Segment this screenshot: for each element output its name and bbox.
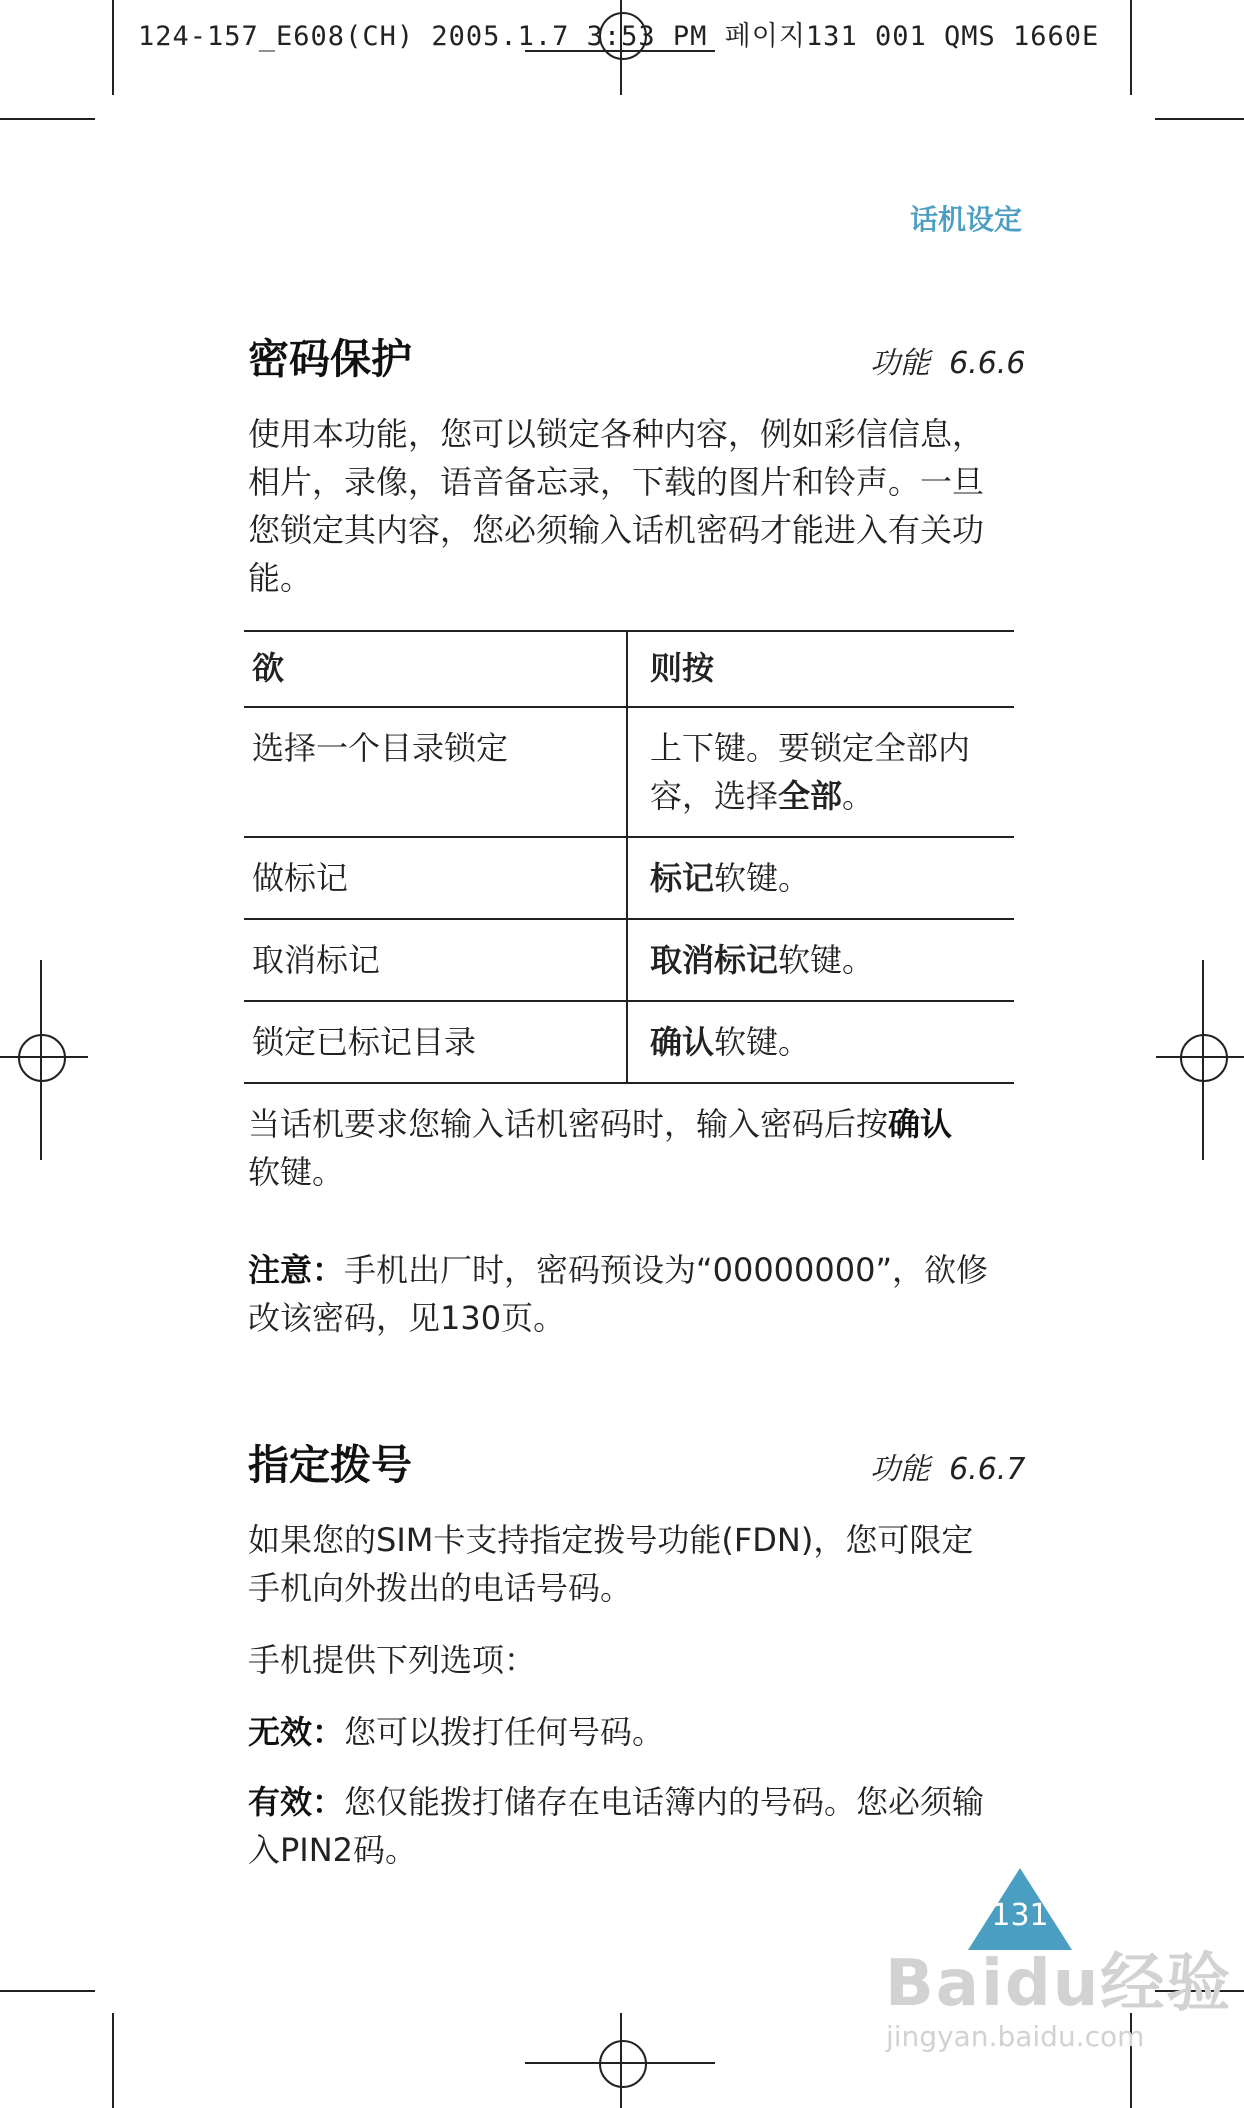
crop-mark bbox=[1155, 118, 1244, 120]
table-cell-press: 取消标记软键。 bbox=[627, 919, 1014, 1001]
intro-paragraph: 使用本功能，您可以锁定各种内容，例如彩信信息，相片，录像，语音备忘录，下载的图片和铃声。一旦您锁定其内容，您必须输入话机密码才能进入有关功能。 bbox=[248, 415, 985, 597]
function-label: 功能 bbox=[870, 1452, 930, 1487]
section-tag: 话机设定 bbox=[910, 203, 1023, 236]
table-header-row bbox=[244, 631, 1014, 707]
table-cell-press: 确认软键。 bbox=[627, 1001, 1014, 1083]
options-table bbox=[244, 630, 1014, 1084]
crop-mark bbox=[0, 118, 95, 120]
function-code: 6.6.6 bbox=[949, 346, 1026, 381]
registration-mark bbox=[1180, 1034, 1228, 1082]
options-intro: 手机提供下列选项： bbox=[248, 1641, 537, 1679]
password-instruction: 当话机要求您输入话机密码时，输入密码后按确认软键。 bbox=[248, 1105, 953, 1191]
watermark-url: jingyan.baidu.com bbox=[886, 2020, 1145, 2053]
table-cell-want: 做标记 bbox=[244, 837, 627, 919]
column-header-want: 欲 bbox=[244, 631, 627, 707]
function-label: 功能 bbox=[870, 346, 930, 381]
table-cell-want: 锁定已标记目录 bbox=[244, 1001, 627, 1083]
note-paragraph: 注意：手机出厂时，密码预设为“00000000”，欲修改该密码，见130页。 bbox=[248, 1251, 989, 1337]
function-code: 6.6.7 bbox=[949, 1452, 1026, 1487]
page-number: 131 bbox=[991, 1898, 1049, 1933]
fdn-paragraph: 如果您的SIM卡支持指定拨号功能(FDN)，您可限定手机向外拨出的电话号码。 bbox=[248, 1521, 974, 1607]
crop-mark bbox=[112, 0, 114, 95]
table-cell-press: 上下键。要锁定全部内容，选择全部。 bbox=[627, 707, 1014, 837]
crop-mark bbox=[0, 1990, 95, 1992]
watermark-brand: Baidu经验 bbox=[885, 1947, 1233, 2021]
table-row bbox=[244, 837, 1014, 919]
table-cell-press: 标记软键。 bbox=[627, 837, 1014, 919]
section-title: 密码保护 bbox=[248, 335, 412, 383]
function-number bbox=[870, 338, 1025, 382]
crop-mark bbox=[1130, 0, 1132, 95]
print-header: 124-157_E608(CH) 2005.1.7 3:53 PM 페이지131 001 QMS 1660E bbox=[138, 21, 1100, 52]
note-label: 注意： bbox=[248, 1251, 345, 1289]
table-row bbox=[244, 919, 1014, 1001]
option-disabled: 无效：您可以拨打任何号码。 bbox=[248, 1713, 665, 1751]
table-cell-want: 选择一个目录锁定 bbox=[244, 707, 627, 837]
table-row bbox=[244, 707, 1014, 837]
registration-mark bbox=[18, 1034, 66, 1082]
registration-mark bbox=[599, 2040, 647, 2088]
table-row bbox=[244, 1001, 1014, 1083]
section-title: 指定拨号 bbox=[248, 1441, 412, 1489]
column-header-press: 则按 bbox=[627, 631, 1014, 707]
table-cell-want: 取消标记 bbox=[244, 919, 627, 1001]
function-number bbox=[870, 1444, 1025, 1488]
crop-mark bbox=[112, 2013, 114, 2108]
option-enabled: 有效：您仅能拨打储存在电话簿内的号码。您必须输入PIN2码。 bbox=[248, 1783, 985, 1869]
